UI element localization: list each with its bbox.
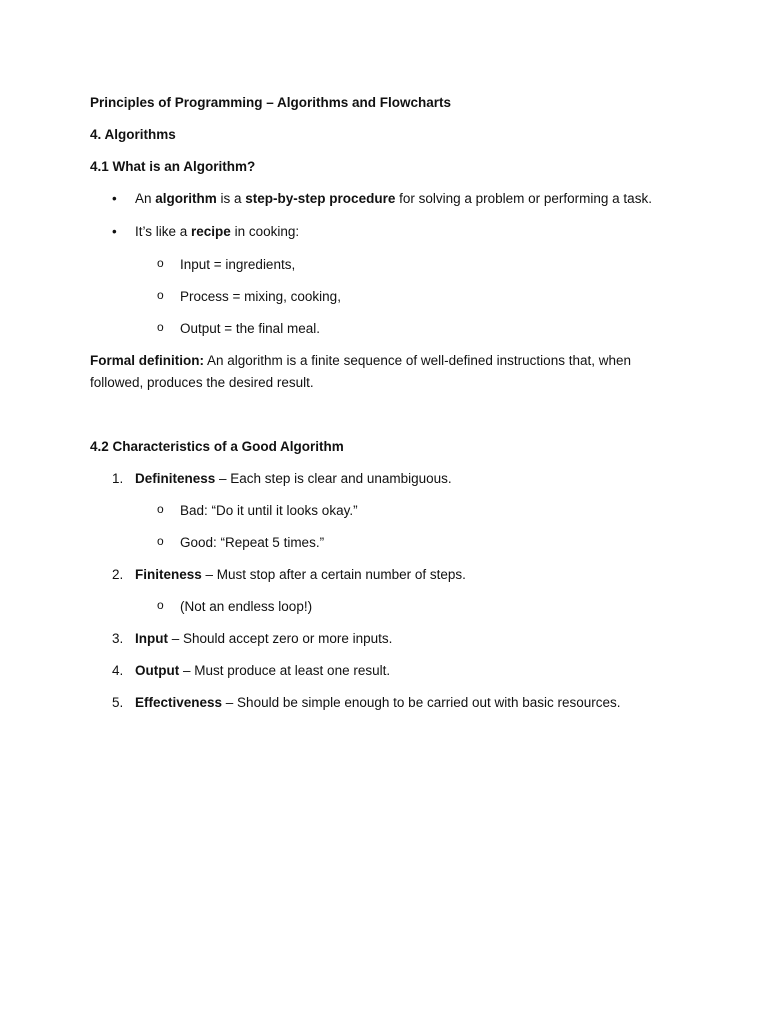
section-heading-what-is-algorithm: 4.1 What is an Algorithm?: [90, 159, 256, 174]
list-item: [90, 532, 680, 564]
item-term: Input: [135, 631, 168, 646]
item-description: – Must stop after a certain number of steps.: [201, 567, 466, 582]
item-number: 5.: [112, 695, 124, 710]
bullet-icon: •: [112, 191, 117, 206]
sub-item-text: Good: “Repeat 5 times.”: [180, 535, 325, 550]
item-term: Output: [135, 663, 180, 678]
item-number: 1.: [112, 471, 124, 486]
circle-bullet-icon: o: [157, 320, 164, 334]
list-item: [90, 254, 680, 286]
item-number: 2.: [112, 567, 124, 582]
bullet-icon: •: [112, 224, 117, 239]
bullet-text: An algorithm is a step-by-step procedure for solving a problem or performing a task.: [135, 191, 652, 206]
item-number: 3.: [112, 631, 124, 646]
list-item: [90, 286, 680, 318]
item-number: 4.: [112, 663, 124, 678]
list-item: [90, 596, 680, 628]
list-item: [90, 500, 680, 532]
circle-bullet-icon: o: [157, 598, 164, 612]
numbered-item: [90, 692, 680, 724]
list-item: [90, 221, 680, 254]
numbered-item: [90, 660, 680, 692]
list-item: [90, 318, 680, 350]
list-item: [90, 188, 680, 221]
sub-item-text: Process = mixing, cooking,: [180, 289, 341, 304]
item-term: Finiteness: [135, 567, 202, 582]
document-page: [90, 92, 680, 724]
item-description: – Each step is clear and unambiguous.: [215, 471, 452, 486]
bullet-text: It’s like a recipe in cooking:: [135, 224, 300, 239]
numbered-item: [90, 628, 680, 660]
section-heading-algorithms: 4. Algorithms: [90, 127, 176, 142]
item-term: Effectiveness: [135, 695, 223, 710]
item-description: – Should be simple enough to be carried out with basic resources.: [222, 695, 621, 710]
section-heading-characteristics: 4.2 Characteristics of a Good Algorithm: [90, 439, 344, 454]
sub-item-text: (Not an endless loop!): [180, 599, 313, 614]
circle-bullet-icon: o: [157, 256, 164, 270]
sub-item-text: Bad: “Do it until it looks okay.”: [180, 503, 358, 518]
numbered-item: [90, 468, 680, 500]
item-description: – Must produce at least one result.: [179, 663, 391, 678]
item-term: Definiteness: [135, 471, 216, 486]
circle-bullet-icon: o: [157, 288, 164, 302]
formal-definition-paragraph: Formal definition: An algorithm is a finite sequence of well-defined instructions that, when followed, produces the desired result.: [90, 353, 631, 390]
document-title: Principles of Programming – Algorithms and Flowcharts: [90, 95, 452, 110]
numbered-item: [90, 564, 680, 596]
item-description: – Should accept zero or more inputs.: [168, 631, 393, 646]
circle-bullet-icon: o: [157, 534, 164, 548]
sub-item-text: Output = the final meal.: [180, 321, 320, 336]
formal-definition-label: Formal definition:: [90, 353, 204, 368]
sub-item-text: Input = ingredients,: [180, 257, 296, 272]
circle-bullet-icon: o: [157, 502, 164, 516]
